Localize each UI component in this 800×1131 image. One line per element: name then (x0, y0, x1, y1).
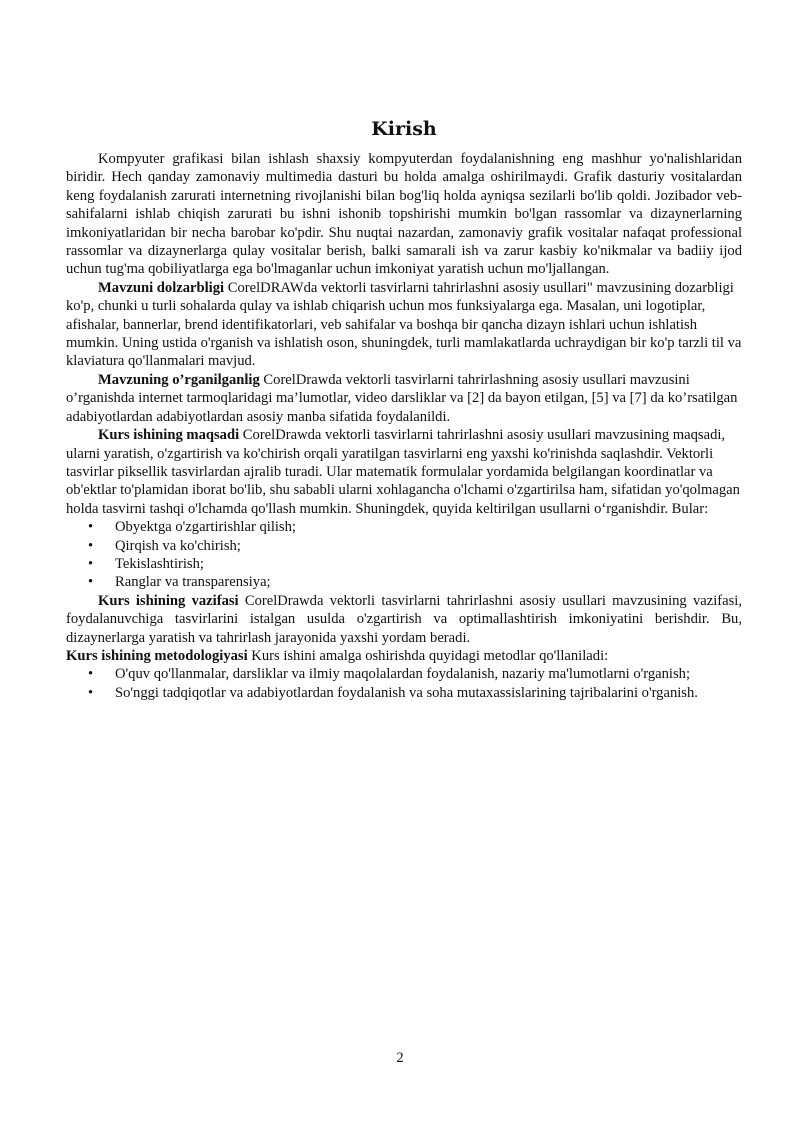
method-heading: Kurs ishining metodologiyasi (66, 647, 248, 664)
studied-heading: Mavzuning o’rganilganlig (98, 371, 260, 388)
relevance-paragraph (66, 279, 742, 371)
list-item (66, 665, 742, 683)
bullet-icon: • (88, 574, 94, 591)
studied-paragraph (66, 371, 742, 426)
bullet-icon: • (88, 519, 94, 536)
document-body (66, 150, 742, 702)
list-item-text: Tekislashtirish; (115, 555, 204, 572)
list-item-text: Qirqish va ko'chirish; (115, 537, 241, 554)
bullet-icon: • (88, 666, 94, 683)
list-item (66, 555, 742, 573)
list-item (66, 573, 742, 591)
task-heading: Kurs ishining vazifasi (98, 592, 239, 609)
list-item (66, 518, 742, 536)
bullet-icon: • (88, 684, 94, 701)
page-title: Kirish (371, 118, 437, 140)
method-text: Kurs ishini amalga oshirishda quyidagi metodlar qo'llaniladi: (247, 647, 609, 664)
intro-paragraph: Kompyuter grafikasi bilan ishlash shaxsiy kompyuterdan foydalanishning eng mashhur yo'nalishlaridan biridir. Hech qanday zamonaviy multimedia dasturi bu holda amalga oshirilmaydi. Grafik dasturiy vositalardan keng foydalanish zarurati internetning rivojlanishi bilan bog'liq holda ayniqsa sezilarli bo'lib qoldi. Jozibador veb-sahifalarni ishlab chiqish zarurati bu ishni ishonib topshirishi mumkin bo'lgan rassomlar va dizaynerlarning imkoniyatlaridan bir necha barobar ko'pdir. Shu nuqtai nazardan, zamonaviy grafik vositalar nafaqat professional rassomlar va dizaynerlarga qulay vositalar berish, balki samarali ish va zarur kasbiy ko'nikmalar va badiiy ijod uchun tug'ma qobiliyatlarga ega bo'lmaganlar uchun imkoniyat yaratish uchun mo'ljallangan. (66, 151, 742, 278)
goal-heading: Kurs ishining maqsadi (98, 427, 240, 444)
relevance-text: CorelDRAWda vektorli tasvirlarni tahrirlashni asosiy usullari" mavzusining dozarbligi ko'p, chunki u turli sohalarda qulay va ishlab chiqarish uchun mos funksiyalarga ega. Masalan, uni logotiplar, afishalar, bannerlar, brend identifikatorlari, veb sahifalar va boshqa bir qancha dizayn ishlari uchun ishlatish mumkin. Uning ustida o'rganish va ishlatish oson, shuningdek, turli mamlakatlarda uchraydigan bir ko'p tarzli til va klaviatura qo'llanmalari mavjud. (66, 279, 742, 370)
task-paragraph (66, 592, 742, 647)
studied-text: CorelDrawda vektorli tasvirlarni tahrirlashning asosiy usullari mavzusini o’rganishda internet tarmoqlaridagi ma’lumotlar, video darsliklar va [2] da bayon etilgan, [5] va [7] da ko’rsatilgan adabiyotlardan adabiyotlardan asosiy manba sifatida foydalanildi. (66, 371, 738, 425)
task-text: CorelDrawda vektorli tasvirlarni tahrirlashni asosiy usullari mavzusining vazifasi, foydalanuvchiga tasvirlarini istalgan usulda o'zgartirish va optimallashtirish imkoniyatini berishdir. Bu, dizaynerlarga yaratish va tahrirlash jarayonida yaxshi yordam beradi. (66, 592, 742, 646)
list-item-text: So'nggi tadqiqotlar va adabiyotlardan foydalanish va soha mutaxassislarining tajribalarini o'rganish. (115, 684, 698, 701)
page-number: 2 (396, 1050, 404, 1066)
method-paragraph (66, 647, 742, 665)
goal-text: CorelDrawda vektorli tasvirlarni tahrirlashni asosiy usullari mavzusining maqsadi, ularni yaratish, o'zgartirish va ko'chirish orqali yaratilgan tasvirlarni eng yaxshi ko'rinishda saqlashdir. Vektorli tasvirlar piksellik tasvirlardan ajralib turadi. Ular matematik formulalar yordamida belgilangan koordinatlar va ob'ektlar to'plamidan iborat bo'lib, shu sababli ularni xohlagancha o'lchami o'zgartirilsa ham, sifatidan yo'qolmagan holda tasvirni tashqi o'lchamda qo'llash mumkin. Shuningdek, quyida keltirilgan usullarni o‘rganishdir. Bular: (66, 427, 740, 517)
list-item-text: O'quv qo'llanmalar, darsliklar va ilmiy maqolalardan foydalanish, nazariy ma'lumotlarni o'rganish; (115, 666, 691, 683)
list-item-text: Ranglar va transparensiya; (115, 574, 271, 591)
relevance-heading: Mavzuni dolzarbligi (98, 279, 225, 296)
list-item (66, 684, 742, 702)
method-list (66, 665, 742, 702)
list-item-text: Obyektga o'zgartirishlar qilish; (115, 519, 296, 536)
bullet-icon: • (88, 537, 94, 554)
goal-paragraph (66, 426, 742, 518)
bullet-icon: • (88, 555, 94, 572)
goal-list (66, 518, 742, 592)
list-item (66, 537, 742, 555)
